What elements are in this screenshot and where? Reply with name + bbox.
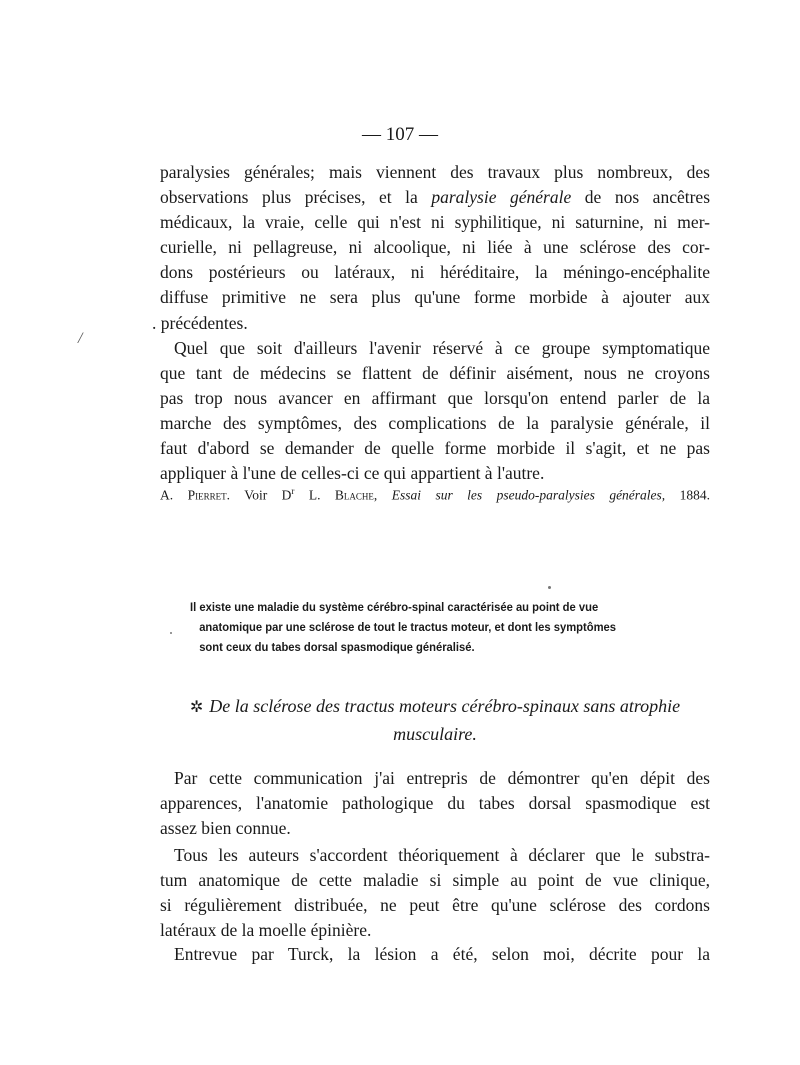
paragraph-2 — [160, 336, 710, 487]
page-number: — 107 — — [362, 124, 438, 145]
text-line: tum anatomique de cette maladie si simple au point de vue clinique, — [160, 870, 710, 891]
abstract-line: Il existe une maladie du système cérébro-spinal caractérisée au point de vue — [190, 600, 599, 614]
text-line: assez bien connue. — [160, 818, 291, 839]
text-line: . précédentes. — [152, 312, 248, 333]
text-line: faut d'abord se demander de quelle forme morbide il s'agit, et ne pas — [160, 438, 710, 459]
asterism-icon: ✲ — [189, 699, 204, 716]
footnote-sup: r — [291, 486, 295, 496]
abstract-summary — [190, 597, 655, 657]
section-title-line: ✲ De la sclérose des tractus moteurs cérébro-spinaux sans atrophie — [189, 696, 681, 716]
text-line: pas trop nous avancer en affirmant que lorsqu'on entend parler de la — [160, 388, 710, 409]
footnote-author: A. Pierret. — [160, 487, 230, 503]
abstract-line: anatomique par une sclérose de tout le tractus moteur, et dont les symptômes — [199, 620, 617, 634]
abstract-line: sont ceux du tabes dorsal spasmodique généralisé. — [199, 640, 475, 654]
footnote-title: Essai sur les pseudo-paralysies générales, — [391, 487, 666, 503]
print-speck — [170, 632, 172, 634]
text-line: Par cette communication j'ai entrepris de démontrer qu'en dépit des — [174, 768, 710, 788]
section-title-line: musculaire. — [393, 724, 477, 744]
text-line: médicaux, la vraie, celle qui n'est ni syphilitique, ni saturnine, ni mer- — [160, 212, 710, 233]
margin-mark: / — [78, 330, 83, 347]
section-title — [160, 693, 710, 747]
italic-term: paralysie générale — [431, 187, 572, 208]
paragraph-4 — [160, 843, 710, 943]
text-line: que tant de médecins se flattent de définir aisément, nous ne croyons — [160, 363, 710, 384]
text-line: diffuse primitive ne sera plus qu'une forme morbide à ajouter aux — [160, 287, 710, 308]
text-line: dons postérieurs ou latéraux, ni héréditaire, la méningo-encéphalite — [160, 262, 710, 283]
text-line: marche des symptômes, des complications de la paralysie générale, il — [160, 413, 710, 434]
text-line: paralysies générales; mais viennent des travaux plus nombreux, des — [160, 162, 710, 182]
text-line: appliquer à l'une de celles-ci ce qui appartient à l'autre. — [160, 463, 545, 484]
text-line: Tous les auteurs s'accordent théoriquement à déclarer que le substra- — [174, 845, 710, 865]
text-line: apparences, l'anatomie pathologique du tabes dorsal spasmodique est — [160, 793, 710, 814]
paragraph-5 — [160, 942, 710, 967]
print-speck — [548, 586, 551, 589]
text-line: observations plus précises, et la paralysie générale de nos ancêtres — [160, 187, 711, 208]
footnote-year: 1884. — [679, 487, 711, 503]
paragraph-1 — [152, 160, 711, 336]
text-line: Entrevue par Turck, la lésion a été, selon moi, décrite pour la — [174, 944, 710, 964]
text-line: si régulièrement distribuée, ne peut être qu'une sclérose des cordons — [160, 895, 710, 916]
footnote-name: L. Blache, — [308, 487, 378, 503]
paragraph-3 — [160, 766, 710, 841]
footnote-reference — [160, 486, 710, 504]
text-line: Quel que soit d'ailleurs l'avenir réservé à ce groupe symptomatique — [174, 338, 710, 358]
footnote-voir: Voir D — [244, 487, 292, 503]
text-line: curielle, ni pellagreuse, ni alcoolique, ni liée à une sclérose des cor- — [160, 237, 710, 258]
text-line: latéraux de la moelle épinière. — [160, 920, 372, 941]
